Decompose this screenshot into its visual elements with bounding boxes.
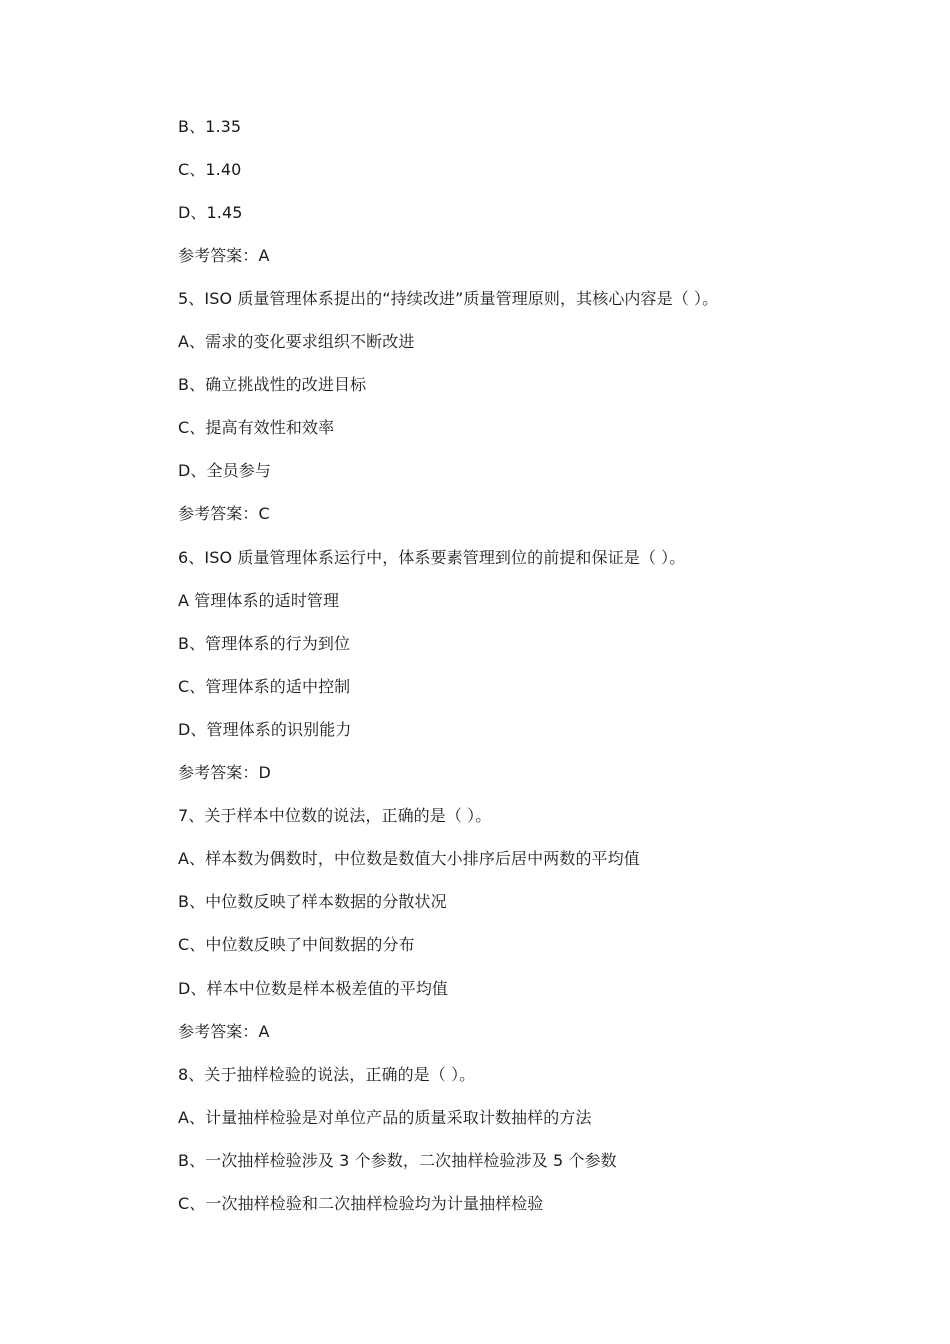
option-c-q8: C、一次抽样检验和二次抽样检验均为计量抽样检验	[178, 1194, 544, 1213]
option-d-q5: D、全员参与	[178, 461, 271, 480]
option-a-q5: A、需求的变化要求组织不断改进	[178, 332, 415, 351]
option-c-q4: C、1.40	[178, 160, 242, 179]
option-b-q6: B、管理体系的行为到位	[178, 634, 351, 653]
option-c-q5: C、提高有效性和效率	[178, 418, 335, 437]
option-a-q6: A 管理体系的适时管理	[178, 591, 340, 610]
option-d-q6: D、管理体系的识别能力	[178, 720, 352, 739]
answer-q5: 参考答案：C	[178, 504, 270, 523]
question-5: 5、ISO 质量管理体系提出的“持续改进”质量管理原则，其核心内容是（ ）。	[178, 289, 719, 308]
question-8: 8、关于抽样检验的说法，正确的是（ ）。	[178, 1065, 476, 1084]
option-b-q7: B、中位数反映了样本数据的分散状况	[178, 892, 447, 911]
answer-q7: 参考答案：A	[178, 1022, 270, 1041]
option-c-q6: C、管理体系的适中控制	[178, 677, 351, 696]
answer-q4: 参考答案：A	[178, 246, 270, 265]
option-c-q7: C、中位数反映了中间数据的分布	[178, 935, 415, 954]
option-b-q8: B、一次抽样检验涉及 3 个参数，二次抽样检验涉及 5 个参数	[178, 1151, 617, 1170]
question-7: 7、关于样本中位数的说法，正确的是（ ）。	[178, 806, 492, 825]
answer-q6: 参考答案：D	[178, 763, 271, 782]
option-d-q7: D、样本中位数是样本极差值的平均值	[178, 979, 449, 998]
question-6: 6、ISO 质量管理体系运行中，体系要素管理到位的前提和保证是（ ）。	[178, 548, 686, 567]
option-b-q4: B、1.35	[178, 117, 242, 136]
option-a-q7: A、样本数为偶数时，中位数是数值大小排序后居中两数的平均值	[178, 849, 640, 868]
option-a-q8: A、计量抽样检验是对单位产品的质量采取计数抽样的方法	[178, 1108, 592, 1127]
option-d-q4: D、1.45	[178, 203, 243, 222]
option-b-q5: B、确立挑战性的改进目标	[178, 375, 367, 394]
